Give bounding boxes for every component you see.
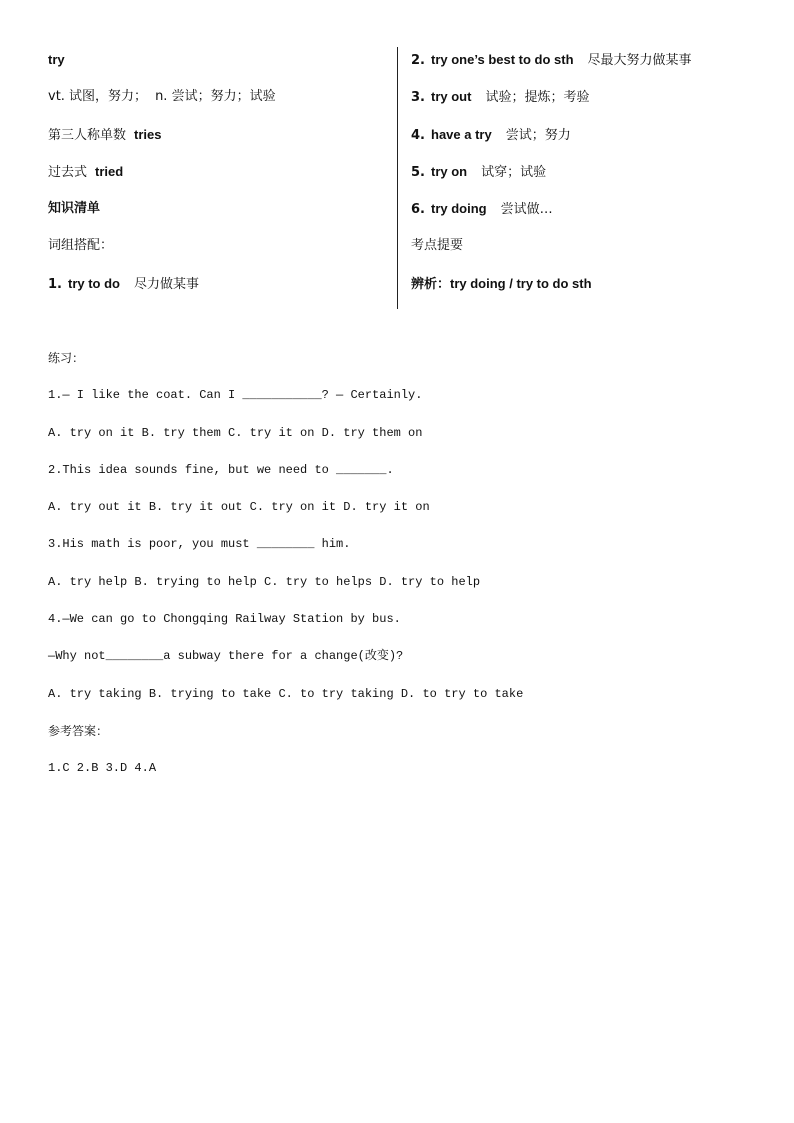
knowledge-title: 知识清单 (48, 201, 101, 217)
headword: try (48, 52, 65, 67)
past-value: tried (95, 163, 124, 179)
phrase-item-2 (411, 48, 751, 85)
column-divider (397, 47, 398, 309)
right-column (411, 48, 751, 309)
third-person-value: tries (134, 126, 162, 142)
exercise-line: A. try help B. trying to help C. try to helps D. try to help (48, 574, 481, 589)
exercise-line: —Why not________a subway there for a change(改变)? (48, 649, 404, 664)
phrase-english: have a try (431, 126, 492, 142)
phrase-english: try on (431, 163, 468, 179)
exercise-section (48, 346, 748, 794)
phrase-item-3 (411, 85, 751, 122)
past-tense-line (48, 160, 388, 197)
phrase-title: 词组搭配： (48, 238, 114, 254)
phrase-number: 1. (48, 276, 62, 292)
phrase-english: try out (431, 89, 472, 105)
phrase-item-5 (411, 160, 751, 197)
phrase-item-6 (411, 197, 751, 234)
exercise-line: A. try on it B. try them C. try it on D. try them on (48, 425, 423, 440)
exercise-line: A. try out it B. try it out C. try on it D. try it on (48, 500, 430, 515)
phrase-english: try one’s best to do sth (431, 52, 574, 67)
answer-line: 1.C 2.B 3.D 4.A (48, 761, 157, 776)
meaning-vt: vt. 试图，努力； (48, 89, 148, 105)
phrase-chinese: 试穿；试验 (481, 164, 547, 180)
meaning-line (48, 85, 388, 122)
phrase-chinese: 尽最大努力做某事 (587, 53, 692, 68)
answer-title: 参考答案： (48, 723, 109, 738)
phrase-chinese: 尽力做某事 (134, 276, 200, 292)
exercise-title: 练习： (48, 351, 85, 365)
phrase-number: 4. (411, 127, 425, 143)
phrase-number: 2. (411, 53, 425, 68)
key-points-title: 考点提要 (411, 238, 464, 254)
phrase-number: 5. (411, 164, 425, 180)
exercise-line: 2.This idea sounds fine, but we need to _______. (48, 462, 394, 477)
past-label: 过去式 (48, 164, 88, 180)
meaning-n: n. 尝试；努力；试验 (155, 89, 276, 105)
phrase-english: try doing (431, 201, 487, 217)
phrase-item-1 (48, 272, 388, 309)
exercise-line: A. try taking B. trying to take C. to try taking D. to try to take (48, 686, 524, 701)
phrase-number: 6. (411, 202, 425, 218)
analysis-line: 辨析：try doing / try to do sth (411, 275, 592, 291)
phrase-chinese: 尝试做… (500, 202, 553, 218)
phrase-chinese: 尝试；努力 (505, 127, 571, 143)
third-person-line (48, 123, 388, 160)
phrase-chinese: 试验；提炼；考验 (485, 90, 590, 106)
third-person-label: 第三人称单数 (48, 127, 127, 143)
exercise-line: 1.— I like the coat. Can I ___________? — Certainly. (48, 388, 423, 403)
exercise-line: 3.His math is poor, you must ________ him. (48, 537, 351, 552)
exercise-line: 4.—We can go to Chongqing Railway Station by bus. (48, 612, 401, 627)
phrase-number: 3. (411, 90, 425, 106)
left-column (48, 48, 388, 309)
phrase-item-4 (411, 123, 751, 160)
phrase-english: try to do (68, 275, 120, 291)
